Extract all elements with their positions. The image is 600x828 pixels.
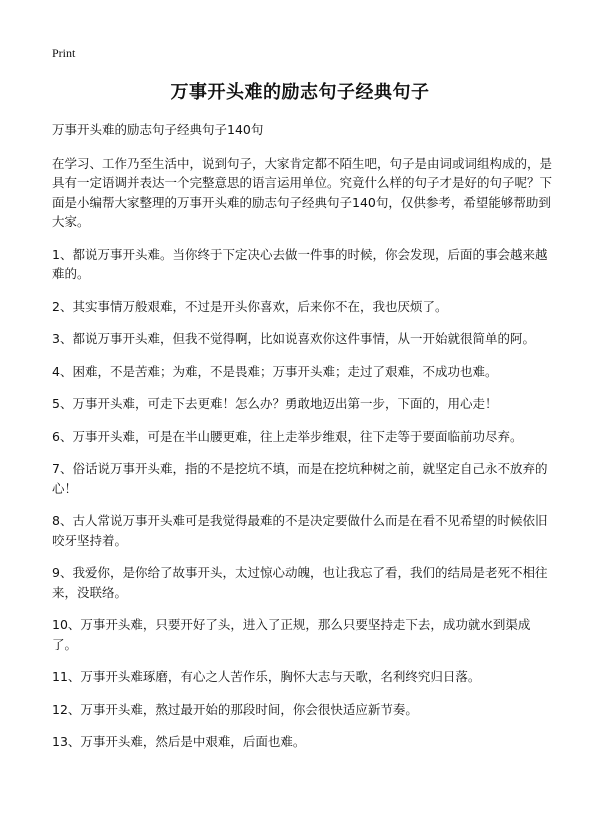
list-item: 4、困难，不是苦难；为难，不是畏难；万事开头难；走过了艰难，不成功也难。 [52,363,498,379]
list-item: 3、都说万事开头难，但我不觉得啊，比如说喜欢你这件事情，从一开始就很简单的阿。 [52,331,535,346]
print-link[interactable]: Print [52,46,76,60]
list-item: 6、万事开头难，可是在半山腰更难，往上走举步维艰，往下走等于要面临前功尽弃。 [52,428,523,444]
list-item: 11、万事开头难琢磨，有心之人苦作乐，胸怀大志与天歌，名利终究归日落。 [52,669,481,684]
list-item: 8、古人常说万事开头难可是我觉得最难的不是决定要做什么而是在看不见希望的时候依旧咬牙坚持着。 [52,513,548,548]
list-item: 5、万事开头难，可走下去更难！怎么办？勇敢地迈出第一步，下面的，用心走！ [52,396,498,411]
list-item: 9、我爱你，是你给了故事开头，太过惊心动魄，也让我忘了看，我们的结局是老死不相往来，没联络。 [52,565,548,600]
article-body [52,120,552,765]
intro-paragraph: 在学习、工作乃至生活中，说到句子，大家肯定都不陌生吧，句子是由词或词组构成的，是具有一定语调并表达一个完整意思的语言运用单位。究竟什么样的句子才是好的句子呢？下面是小编帮大家整理的万事开头难的励志句子经典句子140句，仅供参考，希望能够帮助到大家。 [52,155,553,229]
list-item: 7、俗话说万事开头难，指的不是挖坑不填，而是在挖坑种树之前，就坚定自己永不放弃的心！ [52,461,548,496]
list-item: 10、万事开头难，只要开好了头，进入了正规，那么只要坚持走下去，成功就水到渠成了。 [52,617,531,652]
list-item: 1、都说万事开头难。当你终于下定决心去做一件事的时候，你会发现，后面的事会越来越难的。 [52,246,548,281]
page-title: 万事开头难的励志句子经典句子 [170,82,430,103]
list-item: 13、万事开头难，然后是中艰难，后面也难。 [52,734,306,749]
list-item: 2、其实事情万般艰难，不过是开头你喜欢，后来你不在，我也厌烦了。 [52,298,448,314]
article-subtitle: 万事开头难的励志句子经典句子140句 [52,122,264,137]
list-item: 12、万事开头难，熬过最开始的那段时间，你会很快适应新节奏。 [52,701,418,717]
